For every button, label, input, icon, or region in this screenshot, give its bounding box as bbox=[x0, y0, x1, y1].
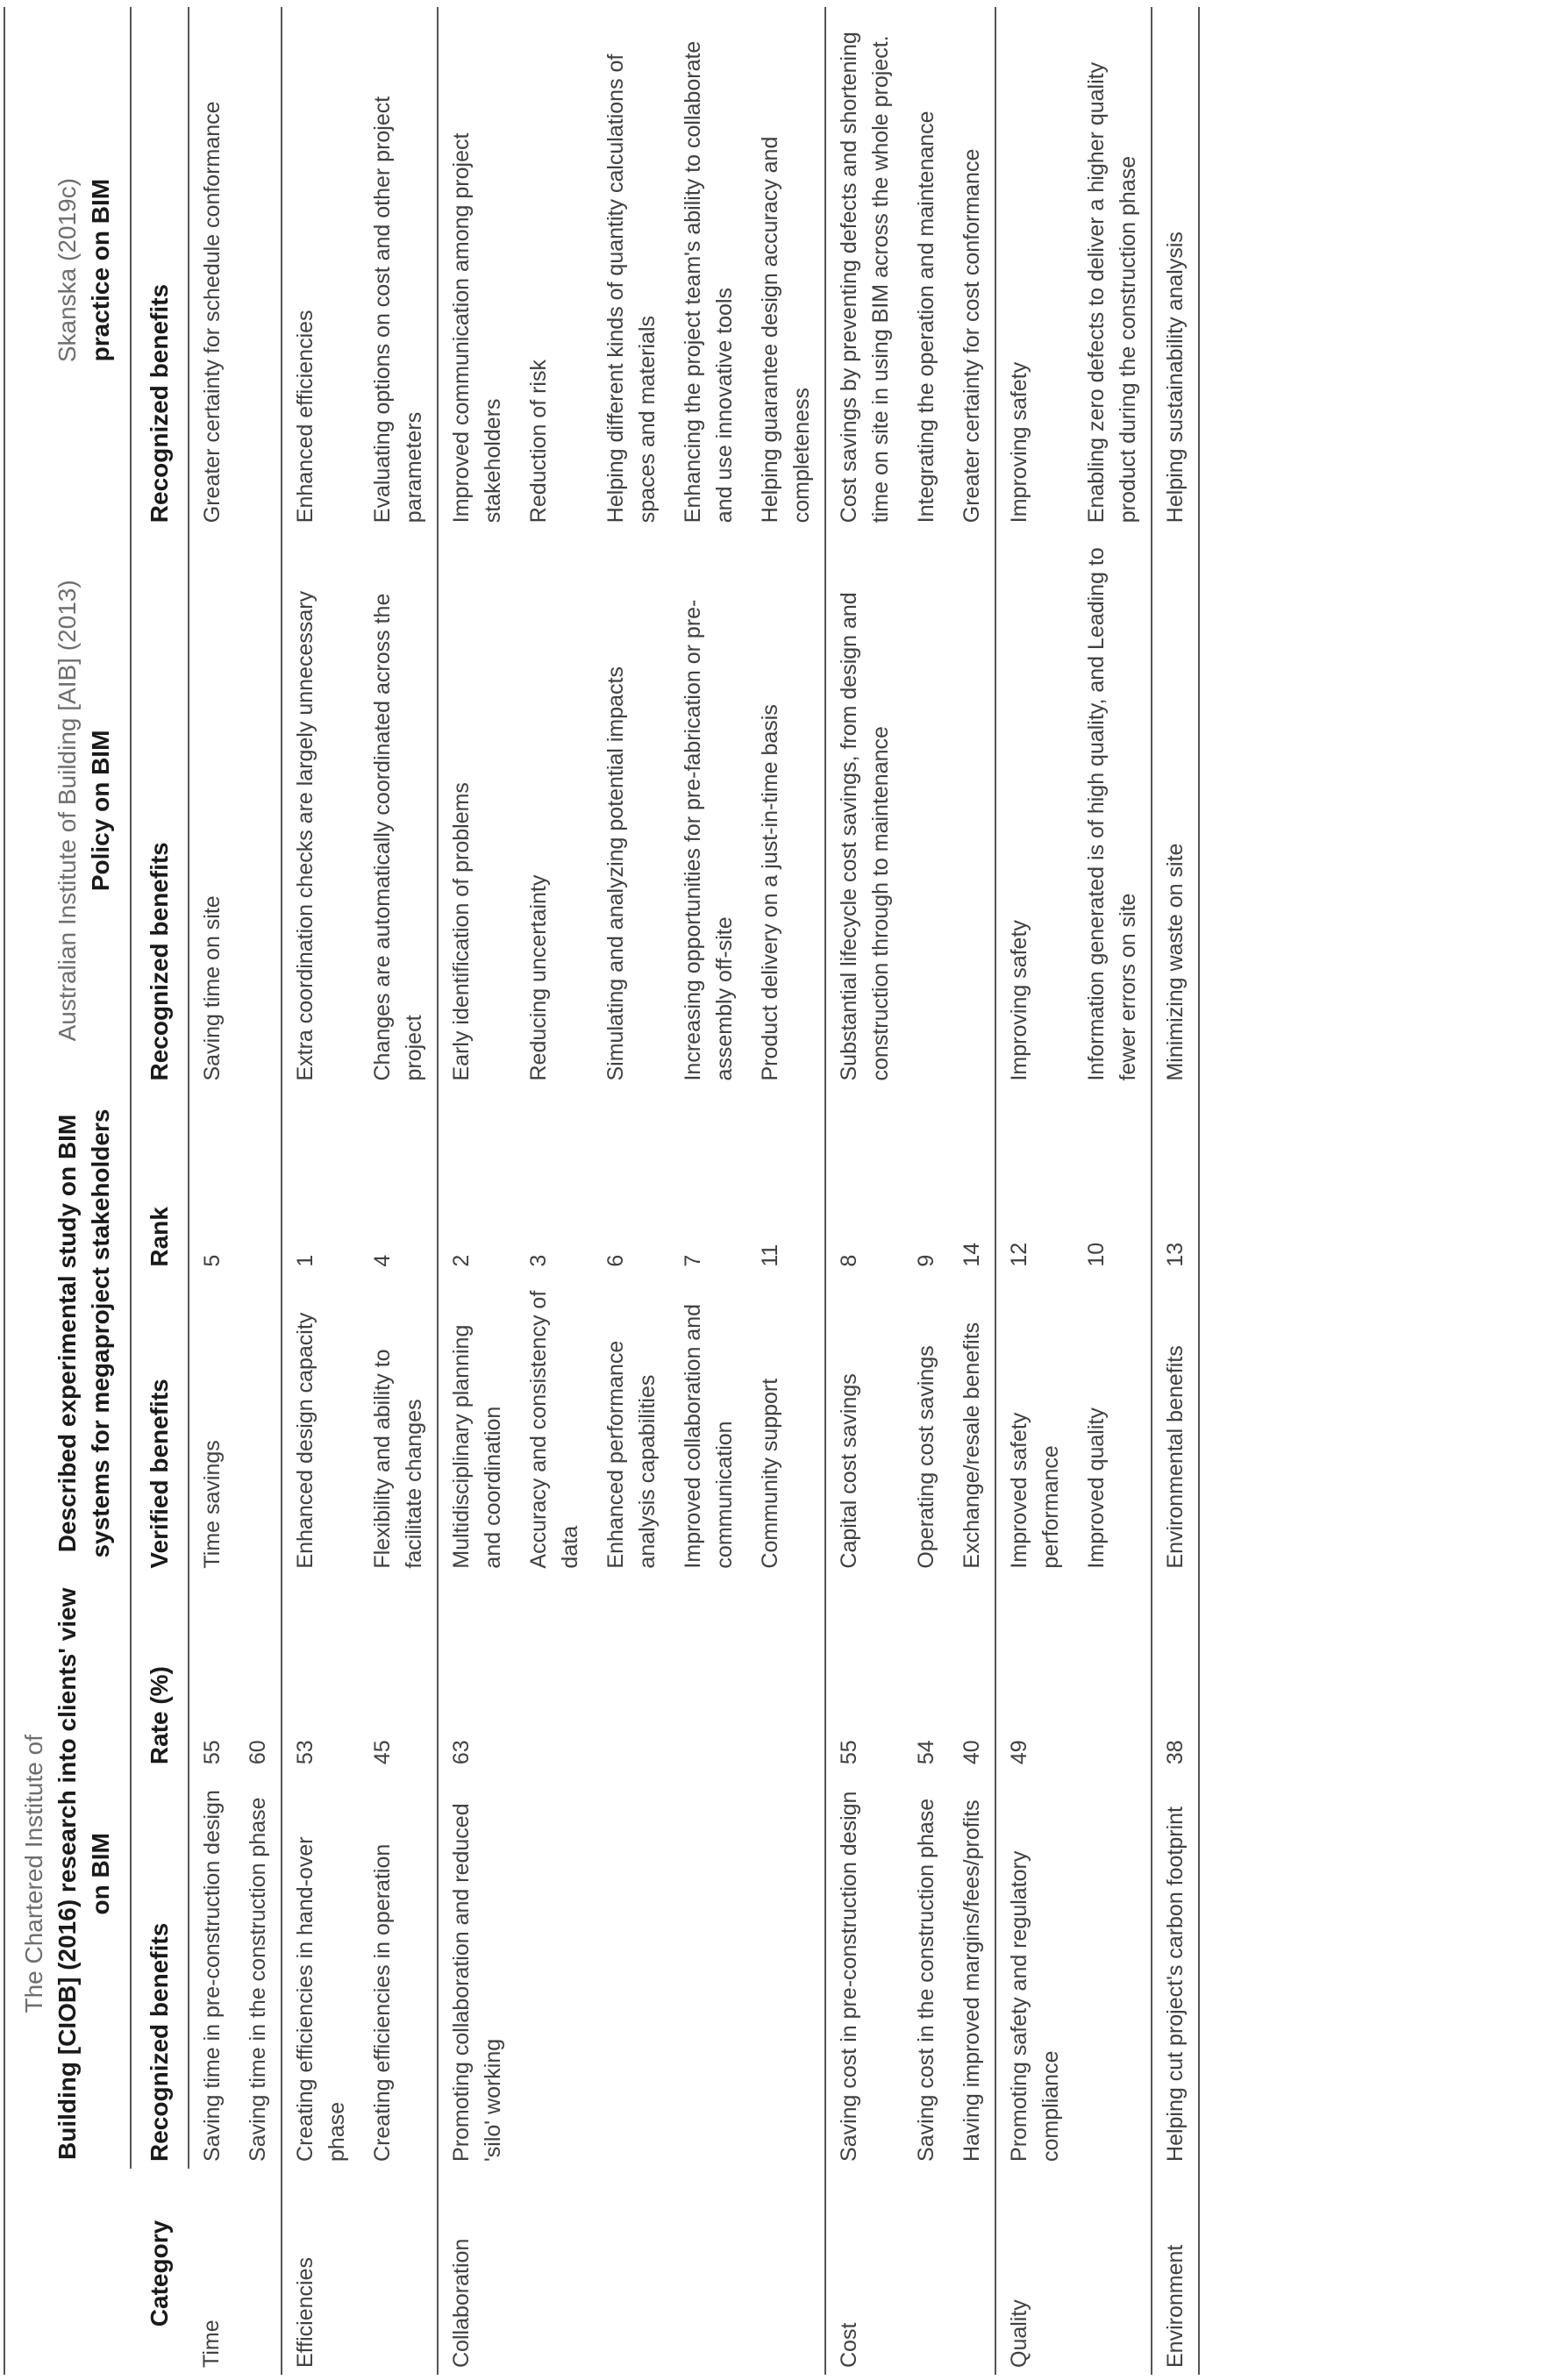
aib-benefit-cell: Increasing opportunities for pre-fabrication or pre-assembly off-site bbox=[681, 599, 737, 1081]
verified-benefit-cell: Exchange/resale benefits bbox=[949, 1274, 995, 1576]
bim-benefits-table bbox=[4, 7, 1200, 2375]
ciob-benefit-cell bbox=[1074, 1771, 1152, 2169]
ciob-title-bold: Building [CIOB] (2016) research into clients' view on BIM bbox=[54, 1587, 114, 2160]
skanska-benefit-cell: Greater certainty for schedule conformance bbox=[200, 101, 225, 524]
skanska-benefit-cell: Cost savings by preventing defects and shortening time on site in using BIM across the whole project. bbox=[837, 32, 893, 524]
aib-benefit-cell: Improving safety bbox=[1007, 920, 1031, 1081]
ciob-benefit-cell: Creating efficiencies in hand-over phase bbox=[293, 1836, 349, 2162]
rate-cell bbox=[516, 1576, 593, 1772]
aib-recognized-header: Recognized benefits bbox=[131, 530, 189, 1087]
aib-benefit-cell: Product delivery on a just-in-time basis bbox=[747, 530, 825, 1087]
rate-cell: 63 bbox=[449, 1740, 474, 1765]
rate-cell: 40 bbox=[949, 1576, 995, 1772]
skanska-benefit-cell: Improving safety bbox=[1007, 361, 1031, 524]
category-cell: Cost bbox=[837, 2322, 861, 2368]
rate-cell bbox=[593, 1576, 670, 1772]
category-cell: Time bbox=[199, 2319, 224, 2368]
verified-benefit-cell: Accuracy and consistency of data bbox=[526, 1290, 582, 1569]
rank-cell: 12 bbox=[1007, 1242, 1031, 1267]
skanska-benefit-cell: Helping sustainability analysis bbox=[1152, 7, 1199, 530]
ciob-benefit-cell: Helping cut project's carbon footprint bbox=[1152, 1771, 1199, 2169]
ciob-benefit-cell bbox=[747, 1771, 825, 2169]
verified-benefit-cell: Enhanced performance analysis capabilities bbox=[603, 1340, 660, 1569]
table-row bbox=[282, 7, 360, 2375]
verified-benefit-cell: Improved safety performance bbox=[1007, 1412, 1063, 1569]
verified-benefit-cell: Capital cost savings bbox=[837, 1373, 861, 1569]
category-cell bbox=[747, 2169, 825, 2375]
aib-benefit-cell: Substantial lifecycle cost savings, from design and construction through to maintenance bbox=[837, 592, 893, 1081]
table-row bbox=[949, 7, 995, 2375]
ciob-source-header bbox=[4, 1576, 131, 2169]
verified-benefit-cell: Flexibility and ability to facilitate changes bbox=[360, 1274, 438, 1576]
table-row bbox=[438, 7, 516, 2375]
table-row bbox=[903, 7, 949, 2375]
verified-benefit-cell: Multidisciplinary planning and coordination bbox=[449, 1324, 505, 1569]
category-cell bbox=[670, 2169, 747, 2375]
aib-benefit-cell: Extra coordination checks are largely unnecessary bbox=[293, 590, 317, 1081]
rate-cell: 60 bbox=[235, 1576, 282, 1772]
rank-cell bbox=[235, 1088, 282, 1274]
rate-cell: 55 bbox=[200, 1740, 225, 1765]
rank-cell: 9 bbox=[914, 1254, 938, 1267]
ciob-benefit-cell bbox=[516, 1771, 593, 2169]
aib-benefit-cell bbox=[903, 530, 949, 1087]
verified-benefit-cell: Improved quality bbox=[1074, 1274, 1152, 1576]
aib-benefit-cell: Minimizing waste on site bbox=[1152, 530, 1199, 1087]
category-cell: Environment bbox=[1152, 2169, 1199, 2375]
aib-benefit-cell bbox=[235, 530, 282, 1087]
table-row bbox=[189, 7, 235, 2375]
category-cell: Efficiencies bbox=[293, 2257, 317, 2368]
verified-header: Verified benefits bbox=[131, 1274, 189, 1576]
skanska-title-bold: practice on BIM bbox=[87, 178, 114, 362]
skanska-recognized-header: Recognized benefits bbox=[131, 7, 189, 530]
category-cell bbox=[516, 2169, 593, 2375]
verified-benefit-cell: Enhanced design capacity bbox=[293, 1312, 317, 1569]
verified-benefit-cell: Time savings bbox=[200, 1440, 225, 1569]
rank-cell: 5 bbox=[200, 1254, 225, 1267]
aib-benefit-cell: Reducing uncertainty bbox=[526, 874, 551, 1081]
table-row bbox=[670, 7, 747, 2375]
skanska-benefit-cell: Helping different kinds of quantity calculations of spaces and materials bbox=[603, 53, 660, 524]
rate-cell bbox=[1074, 1576, 1152, 1772]
aib-benefit-cell: Information generated is of high quality, and Leading to fewer errors on site bbox=[1074, 530, 1152, 1087]
aib-benefit-cell: Saving time on site bbox=[200, 895, 225, 1081]
rate-header: Rate (%) bbox=[131, 1576, 189, 1772]
rank-cell: 4 bbox=[360, 1088, 438, 1274]
category-cell: Quality bbox=[1007, 2299, 1031, 2368]
category-cell bbox=[593, 2169, 670, 2375]
aib-benefit-cell: Simulating and analyzing potential impacts bbox=[603, 666, 628, 1081]
skanska-benefit-cell bbox=[235, 7, 282, 530]
aib-title-gray: Australian Institute of Building [AIB] (2013) bbox=[54, 580, 81, 1042]
verified-benefit-cell bbox=[235, 1274, 282, 1576]
skanska-title-gray: Skanska (2019c) bbox=[54, 178, 81, 363]
aib-benefit-cell bbox=[949, 530, 995, 1087]
verified-benefit-cell: Improved collaboration and communication bbox=[681, 1303, 737, 1569]
ciob-title-gray: The Chartered Institute of bbox=[20, 1735, 47, 2013]
ciob-benefit-cell: Saving time in the construction phase bbox=[235, 1771, 282, 2169]
rate-cell: 55 bbox=[837, 1740, 861, 1765]
skanska-benefit-cell: Integrating the operation and maintenance bbox=[914, 110, 938, 524]
verified-benefit-cell: Operating cost savings bbox=[914, 1345, 938, 1569]
skanska-benefit-cell: Improved communication among project stakeholders bbox=[449, 132, 505, 524]
category-cell bbox=[235, 2169, 282, 2375]
category-cell bbox=[949, 2169, 995, 2375]
rate-cell: 45 bbox=[360, 1576, 438, 1772]
category-header: Category bbox=[4, 2169, 189, 2375]
aib-title-bold: Policy on BIM bbox=[87, 730, 114, 892]
aib-source-header bbox=[4, 530, 131, 1087]
table-row bbox=[235, 7, 282, 2375]
ciob-benefit-cell: Saving time in pre-construction design bbox=[200, 1790, 225, 2162]
ciob-benefit-cell bbox=[593, 1771, 670, 2169]
skanska-benefit-cell: Helping guarantee design accuracy and completeness bbox=[747, 7, 825, 530]
table-row bbox=[360, 7, 438, 2375]
column-header-row bbox=[131, 7, 189, 2375]
ciob-benefit-cell: Saving cost in pre-construction design bbox=[837, 1791, 861, 2162]
category-cell bbox=[903, 2169, 949, 2375]
table-row bbox=[825, 7, 903, 2375]
table-row bbox=[747, 7, 825, 2375]
table-row bbox=[516, 7, 593, 2375]
table-row bbox=[593, 7, 670, 2375]
skanska-benefit-cell: Enhancing the project team's ability to collaborate and use innovative tools bbox=[681, 40, 737, 524]
rate-cell: 38 bbox=[1152, 1576, 1199, 1772]
rank-cell: 8 bbox=[837, 1254, 861, 1267]
ciob-benefit-cell: Promoting collaboration and reduced 'silo' working bbox=[449, 1803, 505, 2162]
rank-cell: 3 bbox=[526, 1254, 551, 1267]
category-cell bbox=[1074, 2169, 1152, 2375]
verified-benefit-cell: Environmental benefits bbox=[1152, 1274, 1199, 1576]
study-source-header: Described experimental study on BIM systems for megaproject stakeholders bbox=[4, 1088, 131, 1576]
rate-cell: 54 bbox=[914, 1740, 938, 1765]
rank-cell: 13 bbox=[1152, 1088, 1199, 1274]
rank-cell: 2 bbox=[449, 1254, 474, 1267]
ciob-benefit-cell: Creating efficiencies in operation bbox=[360, 1771, 438, 2169]
rate-cell: 49 bbox=[1007, 1740, 1031, 1765]
table-row bbox=[995, 7, 1074, 2375]
table-row bbox=[1152, 7, 1199, 2375]
table-row bbox=[1074, 7, 1152, 2375]
verified-benefit-cell: Community support bbox=[747, 1274, 825, 1576]
skanska-benefit-cell: Enhanced efficiencies bbox=[293, 310, 317, 524]
rate-cell bbox=[747, 1576, 825, 1772]
category-cell bbox=[360, 2169, 438, 2375]
category-cell: Collaboration bbox=[449, 2238, 474, 2368]
rank-cell: 14 bbox=[949, 1088, 995, 1274]
rank-cell: 1 bbox=[293, 1254, 317, 1267]
rank-cell: 11 bbox=[747, 1088, 825, 1274]
aib-benefit-cell: Changes are automatically coordinated across the project bbox=[360, 530, 438, 1087]
rate-cell bbox=[670, 1576, 747, 1772]
rank-cell: 6 bbox=[603, 1254, 628, 1267]
rank-header: Rank bbox=[131, 1088, 189, 1274]
skanska-benefit-cell: Evaluating options on cost and other project parameters bbox=[360, 7, 438, 530]
rank-cell: 10 bbox=[1074, 1088, 1152, 1274]
table-body bbox=[189, 7, 1199, 2375]
skanska-benefit-cell: Enabling zero defects to deliver a higher quality product during the construction phase bbox=[1074, 7, 1152, 530]
ciob-benefit-cell: Saving cost in the construction phase bbox=[914, 1798, 938, 2162]
source-header-row bbox=[4, 7, 131, 2375]
skanska-benefit-cell: Reduction of risk bbox=[526, 360, 551, 524]
ciob-benefit-cell: Promoting safety and regulatory compliance bbox=[1007, 1850, 1063, 2162]
rank-cell: 7 bbox=[681, 1254, 705, 1267]
ciob-recognized-header: Recognized benefits bbox=[131, 1771, 189, 2169]
ciob-benefit-cell: Having improved margins/fees/profits bbox=[949, 1771, 995, 2169]
skanska-source-header bbox=[4, 7, 131, 530]
rate-cell: 53 bbox=[293, 1740, 317, 1765]
aib-benefit-cell: Early identification of problems bbox=[449, 782, 474, 1081]
ciob-benefit-cell bbox=[670, 1771, 747, 2169]
skanska-benefit-cell: Greater certainty for cost conformance bbox=[949, 7, 995, 530]
